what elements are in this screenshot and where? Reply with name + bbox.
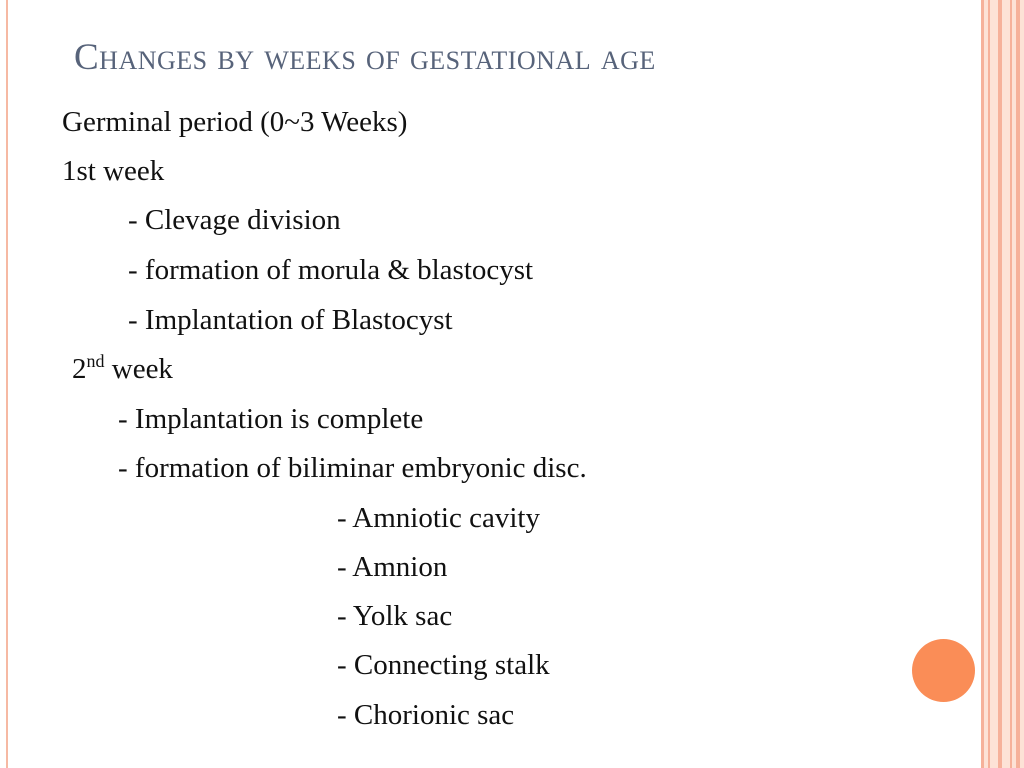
right-stripe <box>981 0 984 768</box>
body-line-amnion: - Amnion <box>337 551 448 583</box>
body-line-cleavage-division: - Clevage division <box>128 204 341 236</box>
body-line-first-week: 1st week <box>62 155 165 187</box>
slide-title: Changes by weeks of gestational age <box>74 37 656 78</box>
decorative-circle <box>912 639 975 702</box>
body-line-chorionic-sac: - Chorionic sac <box>337 699 515 731</box>
body-line-amniotic-cavity: - Amniotic cavity <box>337 502 540 534</box>
body-line-morula-blastocyst: - formation of morula & blastocyst <box>128 254 534 286</box>
right-stripe <box>1016 0 1020 768</box>
second-week-ordinal-suffix: nd <box>86 351 105 371</box>
second-week-number: 2 <box>72 353 87 385</box>
right-stripe <box>988 0 990 768</box>
right-stripe <box>1010 0 1012 768</box>
body-line-implantation-blastocyst: - Implantation of Blastocyst <box>128 304 453 336</box>
body-line-second-week <box>72 351 173 385</box>
body-line-bilaminar-disc: - formation of biliminar embryonic disc. <box>118 452 587 484</box>
body-line-connecting-stalk: - Connecting stalk <box>337 649 550 681</box>
body-line-implantation-complete: - Implantation is complete <box>118 403 424 435</box>
right-stripe <box>998 0 1002 768</box>
body-line-yolk-sac: - Yolk sac <box>337 600 453 632</box>
second-week-label: week <box>104 353 173 385</box>
body-line-germinal-period: Germinal period (0~3 Weeks) <box>62 106 408 138</box>
left-border-line <box>6 0 8 768</box>
